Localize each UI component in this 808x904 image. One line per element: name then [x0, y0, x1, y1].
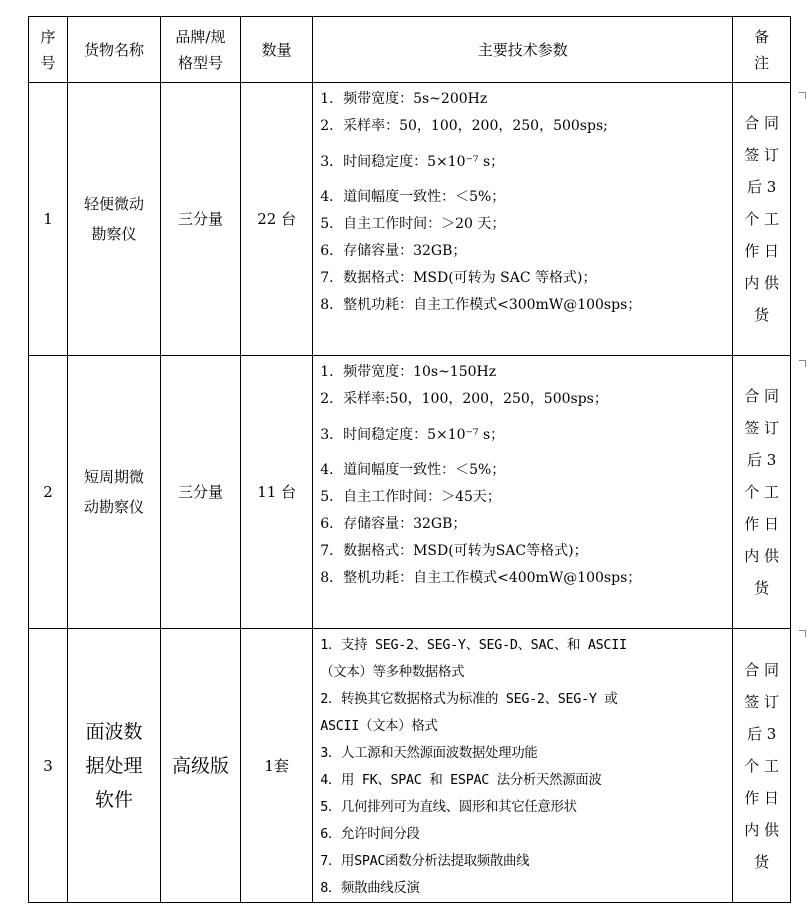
row-qty: 11 台: [241, 356, 313, 629]
row-end-marker: [799, 630, 806, 637]
spec-line: 3．时间稳定度：5×10⁻⁷ s；: [320, 427, 505, 443]
row-specs: [313, 356, 733, 629]
spec-line: 4．道间幅度一致性：＜5%；: [320, 189, 506, 205]
spec-line: 8．整机功耗：自主工作模式<300mW@100sps；: [320, 297, 642, 313]
row-note: 合 同 签 订 后 3 个 工 作 日 内 供 货: [733, 356, 791, 629]
table-header-row: [29, 17, 791, 83]
header-brand: 品牌/规 格型号: [160, 17, 240, 83]
row-brand: 三分量: [160, 83, 240, 356]
row-note: 合 同 签 订 后 3 个 工 作 日 内 供 货: [733, 83, 791, 356]
row-name: 面波数 据处理 软件: [68, 629, 161, 903]
spec-line: 7．数据格式：MSD(可转为SAC等格式)；: [320, 543, 588, 559]
spec-line: 1．频带宽度：5s~200Hz: [320, 91, 488, 107]
spec-line: 6．存储容量：32GB；: [320, 243, 467, 259]
header-name: 货物名称: [68, 17, 161, 83]
spec-line: 7．用SPAC函数分析法提取频散曲线: [320, 854, 530, 869]
spec-line: 8．整机功耗：自主工作模式<400mW@100sps；: [320, 570, 642, 586]
spec-line: 3．人工源和天然源面波数据处理功能: [320, 746, 538, 761]
row-seq: 1: [29, 83, 68, 356]
row-name: 短周期微 动勘察仪: [68, 356, 161, 629]
spec-line: 6．存储容量：32GB；: [320, 516, 467, 532]
header-spec: 主要技术参数: [313, 17, 733, 83]
spec-line: 4．道间幅度一致性：＜5%；: [320, 462, 506, 478]
row-qty: 22 台: [241, 83, 313, 356]
spec-line: 8．频散曲线反演: [320, 881, 420, 896]
row-end-marker: [799, 92, 806, 99]
spec-line: 4．用 FK、SPAC 和 ESPAC 法分析天然源面波: [320, 773, 602, 788]
table-row: [29, 356, 791, 629]
header-note: 备 注: [733, 17, 791, 83]
row-brand: 三分量: [160, 356, 240, 629]
row-seq: 2: [29, 356, 68, 629]
procurement-table: [28, 16, 791, 903]
row-brand: 高级版: [160, 629, 240, 903]
spec-line: 3．时间稳定度：5×10⁻⁷ s；: [320, 154, 505, 170]
spec-line: 5．几何排列可为直线、圆形和其它任意形状: [320, 800, 577, 815]
spec-line: 2．转换其它数据格式为标准的 SEG-2、SEG-Y 或: [320, 692, 618, 707]
spec-line: 2．采样率:50，100，200，250，500sps；: [320, 391, 608, 407]
spec-line: （文本）等多种数据格式: [320, 665, 465, 680]
table-row: [29, 629, 791, 903]
spec-line: 6．允许时间分段: [320, 827, 420, 842]
row-seq: 3: [29, 629, 68, 903]
table-row: [29, 83, 791, 356]
spec-line: 7．数据格式：MSD(可转为 SAC 等格式)；: [320, 270, 597, 286]
row-qty: 1套: [241, 629, 313, 903]
row-end-marker: [799, 360, 806, 367]
header-qty: 数量: [241, 17, 313, 83]
spec-line: 2．采样率：50，100，200，250，500sps;: [320, 118, 608, 134]
spec-line: 5．自主工作时间：＞45天；: [320, 489, 501, 505]
header-seq: 序 号: [29, 17, 68, 83]
row-specs: [313, 629, 733, 903]
spec-line: ASCII（文本）格式: [320, 719, 438, 734]
spec-line: 1．支持 SEG-2、SEG-Y、SEG-D、SAC、和 ASCII: [320, 638, 627, 653]
spec-line: 5．自主工作时间：＞20 天；: [320, 216, 506, 232]
row-specs: [313, 83, 733, 356]
row-note: 合 同 签 订 后 3 个 工 作 日 内 供 货: [733, 629, 791, 903]
row-name: 轻便微动 勘察仪: [68, 83, 161, 356]
spec-line: 1．频带宽度：10s~150Hz: [320, 364, 497, 380]
